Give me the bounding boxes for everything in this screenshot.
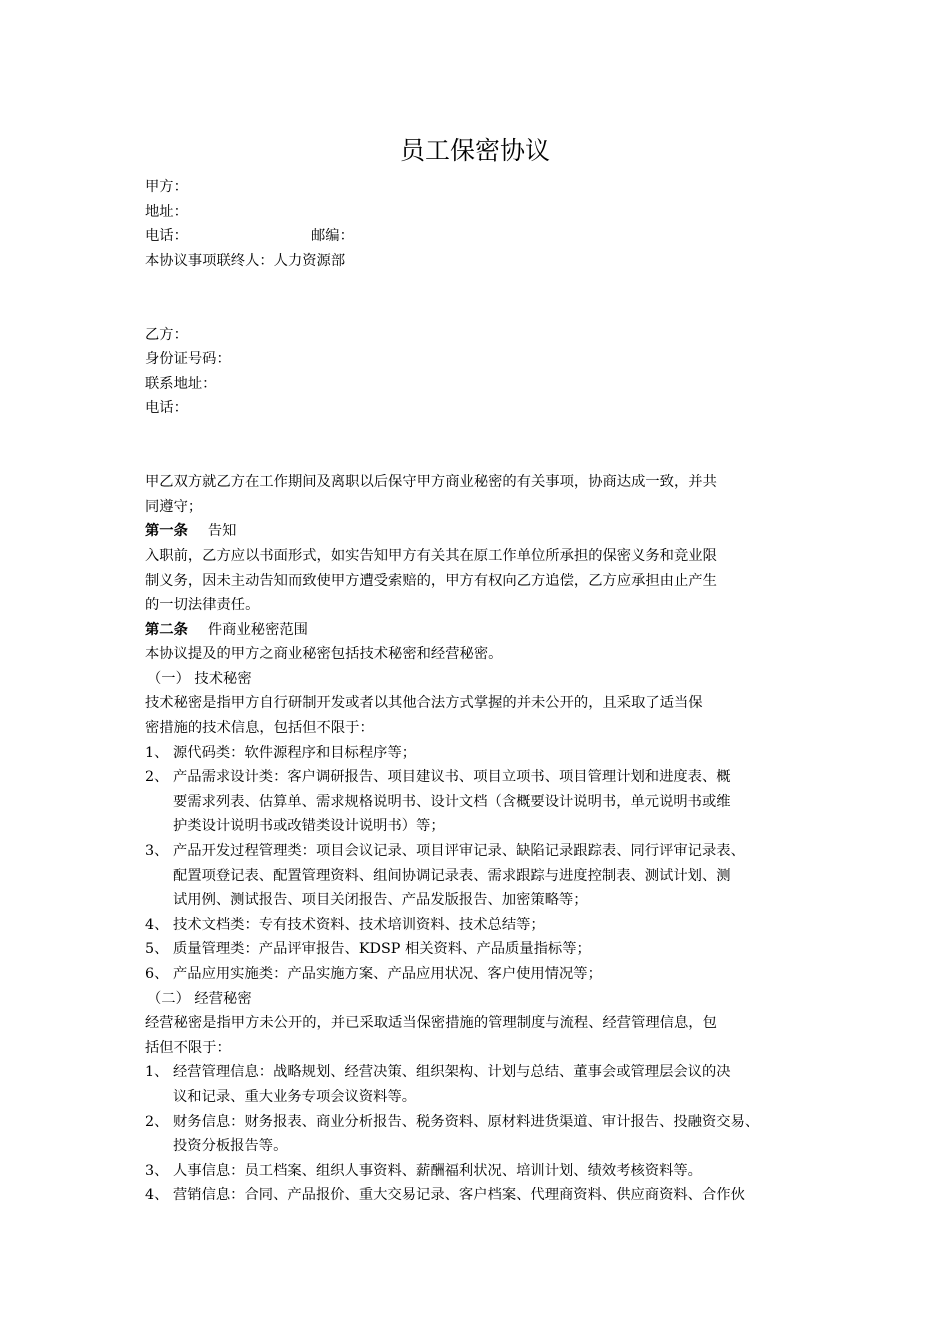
list-item xyxy=(145,913,813,938)
business-secret-heading: （二） 经营秘密 xyxy=(147,990,252,1007)
list-item-line: 投资分板报告等。 xyxy=(173,1138,288,1155)
article-1-text xyxy=(145,544,813,618)
list-item xyxy=(145,1110,813,1159)
article-1-line: 的一切法律责任。 xyxy=(145,597,260,614)
list-item xyxy=(145,765,813,839)
party-a-label: 甲方： xyxy=(145,179,188,195)
tech-secret-heading: （一） 技术秘密 xyxy=(147,670,252,687)
list-item-number: 4、 xyxy=(145,916,169,933)
article-2-number: 第二条 xyxy=(145,621,188,638)
list-item-line: 技术文档类：专有技术资料、技术培训资料、技术总结等； xyxy=(173,916,545,933)
list-item-line: 产品需求设计类：客户调研报告、项目建议书、项目立项书、项目管理计划和进度表、概 xyxy=(173,769,731,786)
list-item-line: 试用例、测试报告、项目关闭报告、产品发版报告、加密策略等； xyxy=(173,892,588,909)
list-item-line: 产品开发过程管理类：项目会议记录、项目评审记录、缺陷记录跟踪表、同行评审记录表、 xyxy=(173,843,745,860)
article-1-number: 第一条 xyxy=(145,523,188,540)
list-item-number: 4、 xyxy=(145,1187,169,1204)
business-secret-list xyxy=(145,1060,813,1208)
article-2-text: 本协议提及的甲方之商业秘密包括技术秘密和经营秘密。 xyxy=(145,646,503,663)
article-2-title: 件商业秘密范围 xyxy=(207,621,308,638)
party-b-address: 联系地址： xyxy=(145,375,217,392)
tech-secret-desc xyxy=(145,691,813,740)
party-a-phone: 电话： xyxy=(145,228,188,245)
tech-desc-line: 密措施的技术信息，包括但不限于： xyxy=(145,720,374,737)
article-1-line: 制义务，因未主动告知而致使甲方遭受索赔的，甲方有权向乙方追偿，乙方应承担由止产生 xyxy=(145,572,717,589)
biz-desc-line: 括但不限于： xyxy=(145,1039,231,1056)
intro-line: 同遵守； xyxy=(145,498,203,515)
article-2-heading xyxy=(145,618,813,643)
biz-desc-line: 经营秘密是指甲方未公开的，并已采取适当保密措施的管理制度与流程、经营管理信息，包 xyxy=(145,1015,717,1032)
list-item xyxy=(145,1060,813,1109)
list-item xyxy=(145,1159,813,1184)
list-item-number: 1、 xyxy=(145,744,169,761)
document-body xyxy=(145,175,813,1208)
article-1-title: 告知 xyxy=(207,523,237,540)
list-item-number: 3、 xyxy=(145,1162,169,1179)
list-item-number: 6、 xyxy=(145,966,169,982)
list-item-line: 财务信息：财务报表、商业分析报告、税务资料、原材料进货渠道、审计报告、投融资交易、 xyxy=(173,1113,760,1130)
list-item-line: 配置项登记表、配置管理资料、组间协调记录表、需求跟踪与进度控制表、测试计划、测 xyxy=(173,867,731,884)
list-item-line: 要需求列表、估算单、需求规格说明书、设计文档（含概要设计说明书，单元说明书或维 xyxy=(173,793,731,810)
list-item xyxy=(145,937,813,962)
spacer xyxy=(145,273,813,298)
list-item-line: 经营管理信息：战略规划、经营决策、组织架构、计划与总结、董事会或管理层会议的决 xyxy=(173,1064,731,1081)
list-item-number: 2、 xyxy=(145,769,169,786)
party-a-phone-row xyxy=(145,224,813,249)
list-item xyxy=(145,962,813,987)
intro-paragraph xyxy=(145,470,813,519)
tech-desc-line: 技术秘密是指甲方自行研制开发或者以其他合法方式掌握的并未公开的，且采取了适当保 xyxy=(145,695,703,712)
business-secret-desc xyxy=(145,1011,813,1060)
list-item-line: 质量管理类：产品评审报告、KDSP 相关资料、产品质量指标等； xyxy=(173,941,591,958)
list-item-line: 源代码类：软件源程序和目标程序等； xyxy=(173,744,417,761)
list-item-number: 2、 xyxy=(145,1113,169,1130)
article-1-heading xyxy=(145,519,813,544)
list-item xyxy=(145,839,813,913)
article-1-line: 入职前，乙方应以书面形式，如实告知甲方有关其在原工作单位所承担的保密义务和竞业限 xyxy=(145,547,717,564)
list-item-line: 议和记录、重大业务专项会议资料等。 xyxy=(173,1088,417,1105)
list-item-line: 营销信息：合同、产品报价、重大交易记录、客户档案、代理商资料、供应商资料、合作伙 xyxy=(173,1187,745,1204)
intro-line: 甲乙双方就乙方在工作期间及离职以后保守甲方商业秘密的有关事项，协商达成一致，并共 xyxy=(145,474,717,491)
party-a-contact: 本协议事项联终人：人力资源部 xyxy=(145,252,346,269)
spacer xyxy=(145,298,813,323)
spacer xyxy=(145,446,813,471)
list-item xyxy=(145,741,813,766)
document-title: 员工保密协议 xyxy=(399,136,550,165)
list-item-number: 1、 xyxy=(145,1064,169,1081)
list-item-number: 3、 xyxy=(145,843,169,860)
spacer xyxy=(145,421,813,446)
list-item xyxy=(145,1183,813,1208)
party-b-id-number: 身份证号码： xyxy=(145,351,231,368)
tech-secret-list xyxy=(145,741,813,987)
list-item-line: 产品应用实施类：产品实施方案、产品应用状况、客户使用情况等； xyxy=(173,966,602,982)
party-a-postcode: 邮编： xyxy=(311,228,354,245)
party-b-phone: 电话： xyxy=(145,400,188,417)
party-b-label: 乙方： xyxy=(145,326,188,343)
list-item-number: 5、 xyxy=(145,941,169,958)
list-item-line: 护类设计说明书或改错类设计说明书）等； xyxy=(173,818,445,835)
party-a-address: 地址： xyxy=(145,203,188,220)
list-item-line: 人事信息：员工档案、组织人事资料、薪酬福利状况、培训计划、绩效考核资料等。 xyxy=(173,1162,702,1179)
